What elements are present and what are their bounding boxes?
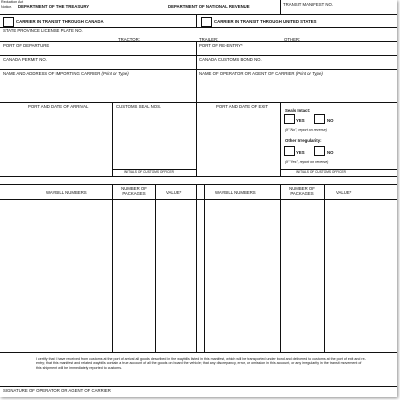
initials-officer-left: INITIALS OF CUSTOMS OFFICER	[124, 170, 174, 174]
operator-agent-label[interactable]: NAME OF OPERATOR OR AGENT OF CARRIER (Print or Type)	[199, 71, 323, 76]
port-arrival-label[interactable]: PORT AND DATE OF ARRIVAL	[28, 104, 89, 109]
waybill-header-right: WAYBILL NUMBERS	[215, 190, 256, 195]
value-header-right: VALUE*	[336, 190, 352, 195]
waybill-header-left: WAYBILL NUMBERS	[46, 190, 87, 195]
port-exit-label[interactable]: PORT AND DATE OF EXIT	[216, 104, 269, 109]
canada-bond-label[interactable]: CANADA CUSTOMS BOND NO.	[199, 57, 262, 62]
irregularity-no-label: NO	[327, 150, 334, 155]
canada-transit-label: CARRIER IN TRANSIT THROUGH CANADA	[16, 19, 104, 24]
packages-header-right: NUMBER OF PACKAGES	[289, 186, 315, 196]
irregularity-yes-checkbox[interactable]	[284, 146, 295, 156]
transit-manifest-label: TRANSIT MANIFEST NO.	[283, 2, 333, 7]
seals-yes-checkbox[interactable]	[284, 114, 295, 124]
port-departure-label[interactable]: PORT OF DEPARTURE	[3, 43, 50, 48]
dept-treasury-title: DEPARTMENT OF THE TREASURY	[18, 4, 90, 9]
canada-permit-label[interactable]: CANADA PERMIT NO.	[3, 57, 47, 62]
port-reentry-label[interactable]: PORT OF RE-ENTRY*	[199, 43, 243, 48]
seals-no-label: NO	[327, 118, 334, 123]
tractor-label: TRACTOR:	[118, 37, 140, 42]
signature-label[interactable]: SIGNATURE OF OPERATOR OR AGENT OF CARRIER	[3, 388, 111, 393]
state-province-label: STATE PROVINCE LICENSE PLATE NO.	[3, 28, 83, 33]
value-header-left: VALUE*	[166, 190, 182, 195]
reduction-act-text: Reduction Act	[1, 0, 24, 4]
trailer-label: TRAILER:	[199, 37, 219, 42]
certification-statement: I certify that I have received from customs at the port of arrival all goods described in the waybills listed in this manifest, which will be transported under bond and delivered to customs at the port of exit and re-entry; that this manifest and related waybills contain a true account of all the goods on board the vehicle; that any discrepancy, error, or omission in this account, or any irregularity in the transit movement of this shipment will be immediately reported to customs.	[36, 357, 366, 370]
irregularity-title: Other Irregularity:	[285, 138, 322, 143]
notice-text: Notice.	[1, 5, 13, 9]
irregularity-no-checkbox[interactable]	[314, 146, 325, 156]
customs-seal-label[interactable]: CUSTOMS SEAL NOS.	[116, 104, 162, 109]
other-label: OTHER:	[284, 37, 301, 42]
irregularity-yes-label: YES	[296, 150, 305, 155]
seals-no-checkbox[interactable]	[314, 114, 325, 124]
irregularity-note: (If "Yes", report on reverse)	[285, 160, 329, 164]
seals-note: (If "No", report on reverse)	[285, 128, 327, 132]
importing-carrier-label[interactable]: NAME AND ADDRESS OF IMPORTING CARRIER (Print or Type)	[3, 71, 129, 76]
initials-officer-right: INITIALS OF CUSTOMS OFFICER	[296, 170, 346, 174]
us-transit-label: CARRIER IN TRANSIT THROUGH UNITED STATES	[214, 19, 317, 24]
us-transit-checkbox[interactable]	[201, 17, 212, 27]
canada-transit-checkbox[interactable]	[3, 17, 14, 27]
dept-revenue-title: DEPARTMENT OF NATIONAL REVENUE	[168, 4, 250, 9]
seals-intact-title: Seals Intact:	[285, 108, 311, 113]
packages-header-left: NUMBER OF PACKAGES	[121, 186, 147, 196]
seals-yes-label: YES	[296, 118, 305, 123]
